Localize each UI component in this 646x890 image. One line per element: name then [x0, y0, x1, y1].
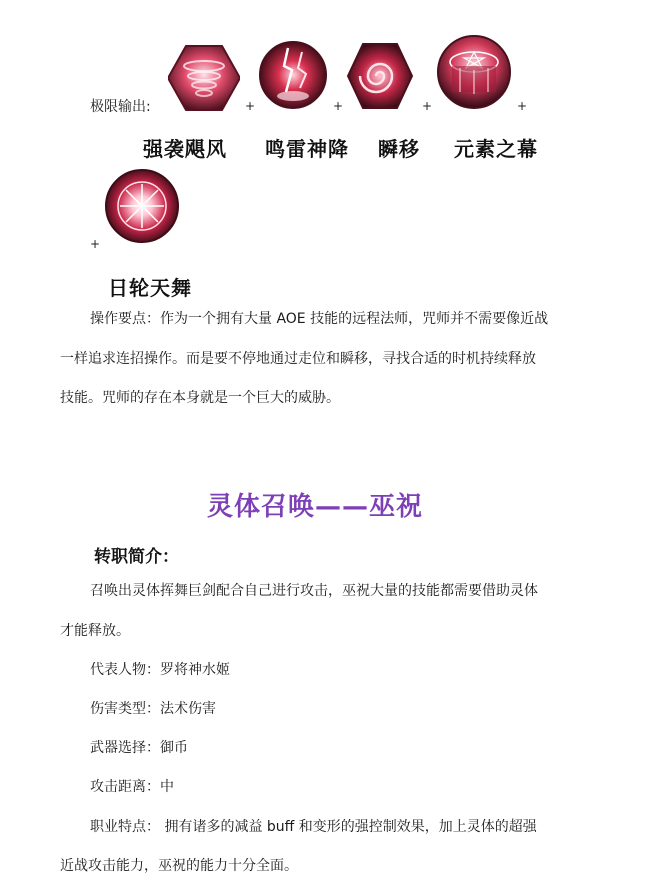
skill-name: 元素之幕: [454, 137, 538, 161]
solar-dance-skill-icon: [104, 168, 180, 244]
intro-line: 才能释放。: [60, 623, 130, 639]
damage-type-line: 伤害类型：法术伤害: [90, 701, 216, 717]
intro-line: 召唤出灵体挥舞巨剑配合自己进行攻击，巫祝大量的技能都需要借助灵体: [90, 583, 538, 599]
tips-line: 技能。咒师的存在本身就是一个巨大的威胁。: [60, 390, 340, 406]
skill-name: 强袭飓风: [143, 137, 227, 161]
feature-line: 职业特点： 拥有诸多的减益 buff 和变形的强控制效果，加上灵体的超强: [90, 819, 537, 835]
plus-sign: +: [422, 99, 433, 113]
representative-line: 代表人物：罗将神水姬: [90, 662, 230, 678]
range-line: 攻击距离：中: [90, 779, 174, 795]
plus-sign: +: [90, 237, 101, 251]
section-subtitle: 转职简介：: [94, 547, 179, 567]
skill-name: 日轮天舞: [108, 276, 192, 300]
tips-line: 一样追求连招操作。而是要不停地通过走位和瞬移，寻找合适的时机持续释放: [60, 351, 536, 367]
skills-label: 极限输出:: [90, 99, 151, 115]
skill-name: 瞬移: [378, 137, 420, 161]
weapon-line: 武器选择：御币: [90, 740, 188, 756]
elemental-curtain-skill-icon: [434, 34, 514, 110]
skill-name: 鸣雷神降: [265, 137, 349, 161]
feature-line: 近战攻击能力，巫祝的能力十分全面。: [60, 858, 298, 874]
section-title: 灵体召唤——巫祝: [207, 492, 424, 522]
hurricane-skill-icon: [168, 44, 240, 112]
thunder-descent-skill-icon: [258, 40, 328, 110]
tips-line: 操作要点：作为一个拥有大量 AOE 技能的远程法师，咒师并不需要像近战: [90, 311, 549, 327]
plus-sign: +: [333, 99, 344, 113]
blink-skill-icon: [346, 42, 414, 110]
plus-sign: +: [245, 99, 256, 113]
plus-sign: +: [517, 99, 528, 113]
